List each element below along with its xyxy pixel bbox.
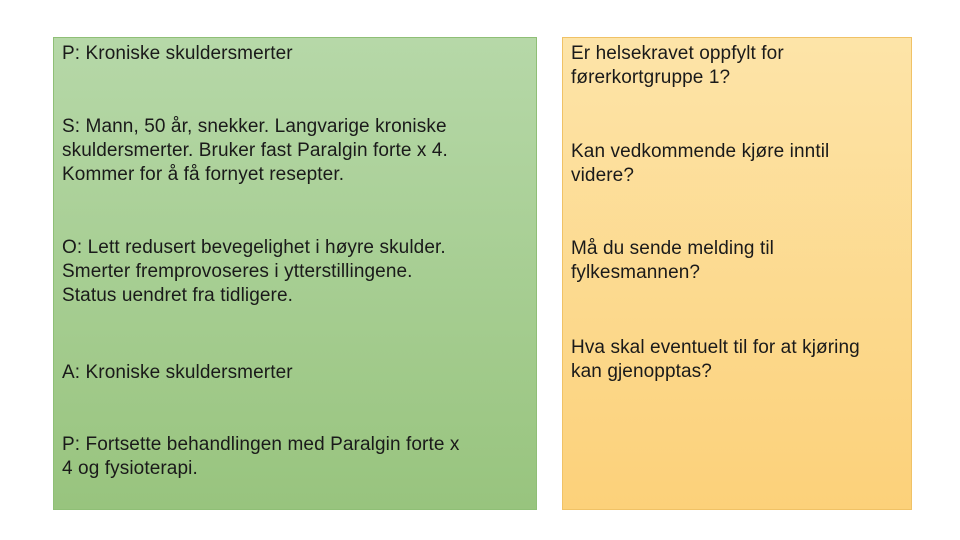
soap-objective-text: O: Lett redusert bevegelighet i høyre skulder. Smerter fremprovoseres i ytterstillingene. Status uendret fra tidligere. — [62, 237, 446, 306]
question-drive-meanwhile: Kan vedkommende kjøre inntil videre? — [571, 141, 830, 186]
question-resume-driving: Hva skal eventuelt til for at kjøring kan gjenopptas? — [571, 337, 860, 382]
soap-problem-text: P: Kroniske skuldersmerter — [62, 43, 293, 64]
soap-subjective-text: S: Mann, 50 år, snekker. Langvarige kroniske skuldersmerter. Bruker fast Paralgin forte x 4. Kommer for å få fornyet resepter. — [62, 116, 448, 185]
soap-note-panel — [53, 37, 537, 510]
question-notify-governor: Må du sende melding til fylkesmannen? — [571, 238, 774, 283]
soap-assessment-text: A: Kroniske skuldersmerter — [62, 362, 293, 383]
soap-plan-text: P: Fortsette behandlingen med Paralgin forte x 4 og fysioterapi. — [62, 434, 460, 479]
questions-panel — [562, 37, 912, 510]
question-health-requirement: Er helsekravet oppfylt for førerkortgruppe 1? — [571, 43, 784, 88]
